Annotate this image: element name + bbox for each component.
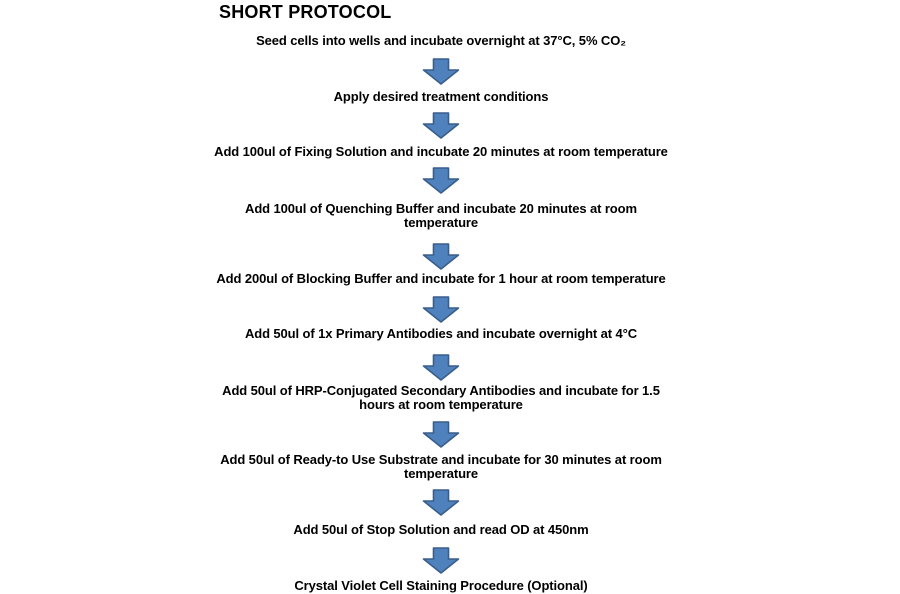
protocol-step-blocking <box>121 272 761 286</box>
step-text: Crystal Violet Cell Staining Procedure (Optional) <box>294 578 588 593</box>
step-text: Apply desired treatment conditions <box>333 89 549 104</box>
flowchart-column <box>121 0 761 594</box>
step-text: Add 200ul of Blocking Buffer and incubate for 1 hour at room temperature <box>216 271 666 286</box>
protocol-step-secondary-antibodies <box>121 384 761 412</box>
step-text: Add 100ul of Fixing Solution and incubate 20 minutes at room temperature <box>214 144 668 159</box>
down-arrow-icon <box>422 547 460 574</box>
step-text: temperature <box>403 466 479 481</box>
protocol-step-fixing <box>121 145 761 159</box>
protocol-step-substrate <box>121 453 761 481</box>
step-text: Add 50ul of HRP-Conjugated Secondary Antibodies and incubate for 1.5 <box>222 383 660 398</box>
step-text: Add 50ul of Ready-to Use Substrate and incubate for 30 minutes at room <box>220 452 662 467</box>
protocol-step-treatment <box>121 90 761 104</box>
step-text: temperature <box>403 215 479 230</box>
down-arrow-icon <box>422 489 460 516</box>
protocol-step-crystal-violet <box>121 579 761 593</box>
step-text: Seed cells into wells and incubate overnight at 37°C, 5% CO₂ <box>256 33 626 48</box>
step-text: Add 50ul of 1x Primary Antibodies and incubate overnight at 4°C <box>244 326 638 341</box>
down-arrow-icon <box>422 167 460 194</box>
protocol-step-seed-cells <box>121 34 761 48</box>
down-arrow-icon <box>422 354 460 381</box>
protocol-step-primary-antibodies <box>121 327 761 341</box>
down-arrow-icon <box>422 296 460 323</box>
step-text: hours at room temperature <box>359 397 523 412</box>
step-text: Add 100ul of Quenching Buffer and incubate 20 minutes at room <box>245 201 637 216</box>
down-arrow-icon <box>422 243 460 270</box>
protocol-step-stop-solution <box>121 523 761 537</box>
down-arrow-icon <box>422 421 460 448</box>
down-arrow-icon <box>422 58 460 85</box>
step-text: Add 50ul of Stop Solution and read OD at 450nm <box>293 522 589 537</box>
down-arrow-icon <box>422 112 460 139</box>
protocol-step-quenching <box>121 202 761 230</box>
page-title: SHORT PROTOCOL <box>219 2 392 22</box>
